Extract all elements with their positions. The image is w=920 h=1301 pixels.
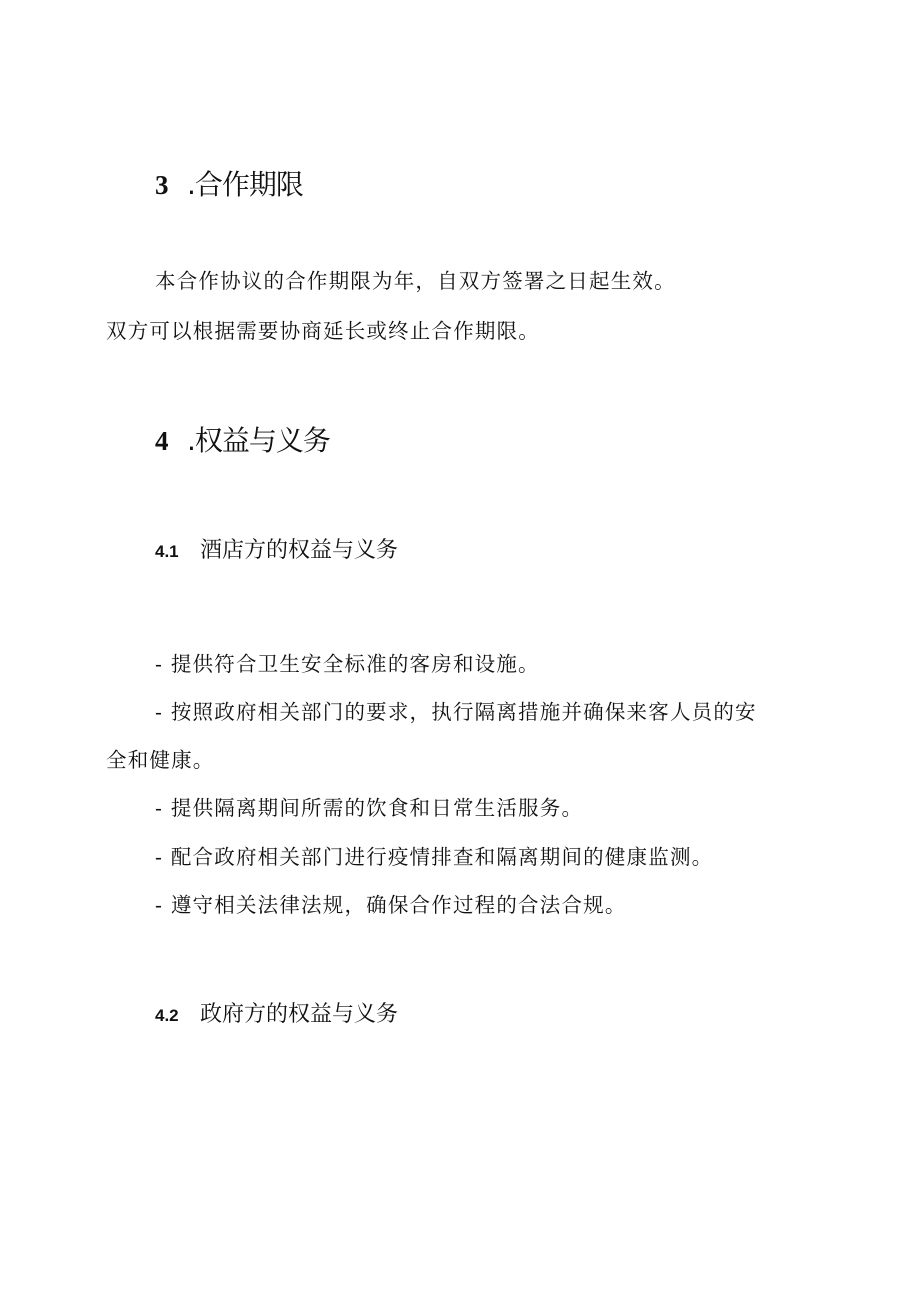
section-4-number: 4 bbox=[155, 426, 168, 456]
subsection-4-2-heading bbox=[155, 1001, 398, 1030]
section-3-paragraph-line-1: 本合作协议的合作期限为年，自双方签署之日起生效。 bbox=[155, 269, 676, 293]
list-item: - 按照政府相关部门的要求，执行隔离措施并确保来客人员的安 bbox=[155, 700, 757, 724]
section-4-heading bbox=[155, 424, 330, 458]
list-item: - 配合政府相关部门进行疫情排查和隔离期间的健康监测。 bbox=[155, 845, 714, 869]
subsection-4-1-number: 4.1 bbox=[155, 542, 179, 561]
list-item: - 提供隔离期间所需的饮食和日常生活服务。 bbox=[155, 796, 584, 820]
section-3-title: .合作期限 bbox=[187, 168, 303, 201]
subsection-4-1-title: 酒店方的权益与义务 bbox=[200, 538, 399, 563]
section-3-paragraph-line-2: 双方可以根据需要协商延长或终止合作期限。 bbox=[106, 319, 540, 343]
list-item: - 遵守相关法律法规，确保合作过程的合法合规。 bbox=[155, 893, 627, 917]
list-item-continuation: 全和健康。 bbox=[106, 748, 215, 772]
list-item: - 提供符合卫生安全标准的客房和设施。 bbox=[155, 652, 540, 676]
section-4-title: .权益与义务 bbox=[187, 424, 330, 457]
section-3-number: 3 bbox=[155, 170, 168, 200]
subsection-4-1-heading bbox=[155, 537, 398, 566]
subsection-4-2-title: 政府方的权益与义务 bbox=[200, 1002, 399, 1027]
subsection-4-2-number: 4.2 bbox=[155, 1006, 179, 1025]
section-3-heading bbox=[155, 168, 303, 202]
